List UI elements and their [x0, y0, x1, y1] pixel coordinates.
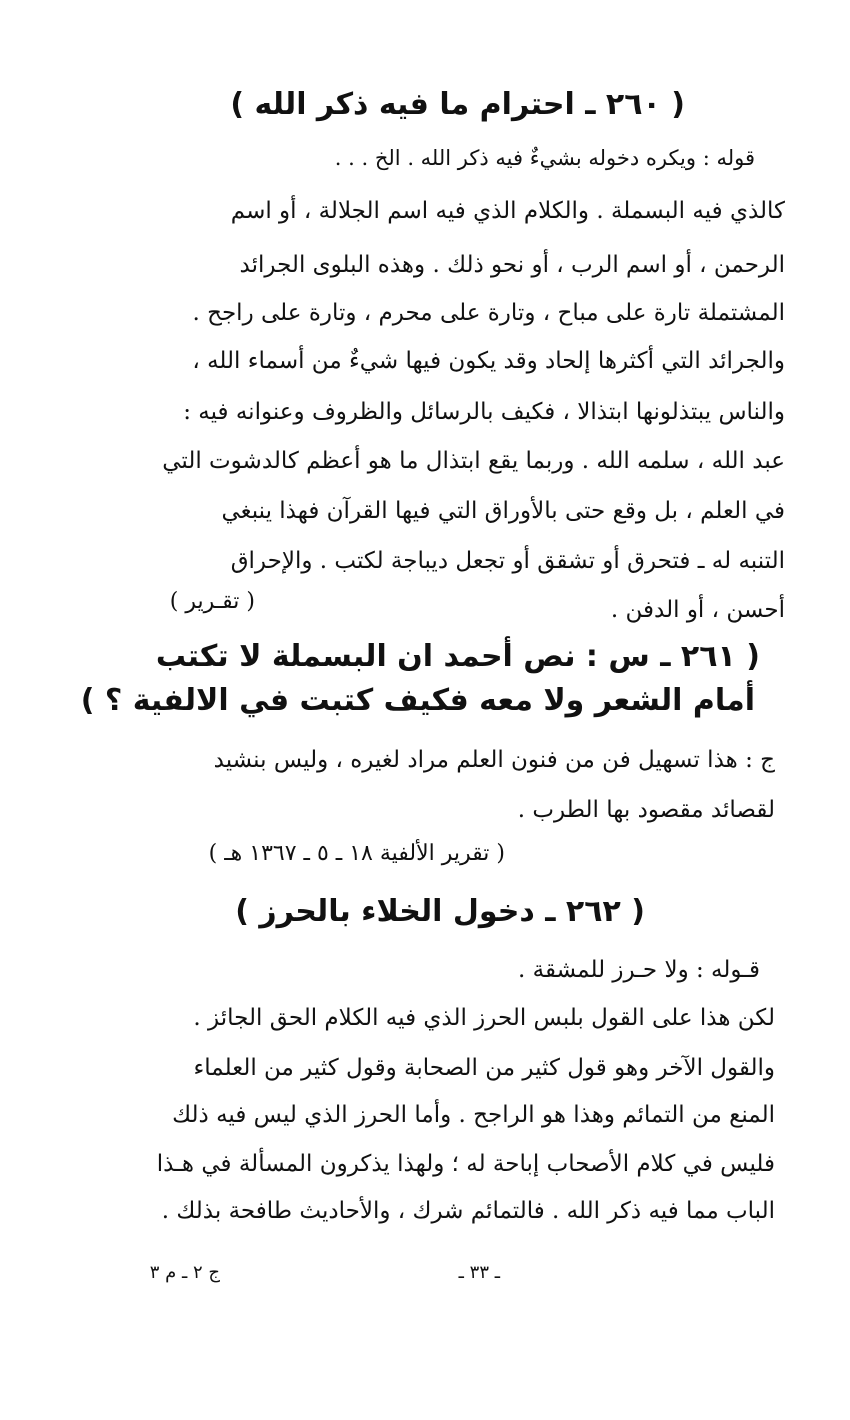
section-261-answer-line-2: لقصائد مقصود بها الطرب . — [517, 797, 775, 823]
section-260-line-1: كالذي فيه البسملة . والكلام الذي فيه اسم الجلالة ، أو اسم — [230, 198, 785, 224]
section-262-line-1: لكن هذا على القول بلبس الحرز الذي فيه الكلام الحق الجائز . — [193, 1005, 775, 1031]
section-260-line-7: في العلم ، بل وقع حتى بالأوراق التي فيها القرآن فهذا ينبغي — [221, 498, 785, 524]
section-heading-260: ( ٢٦٠ ـ احترام ما فيه ذكر الله ) — [230, 87, 685, 122]
section-260-line-3: المشتملة تارة على مباح ، وتارة على محرم ، وتارة على راجح . — [192, 300, 785, 326]
section-262-line-2: والقول الآخر وهو قول كثير من الصحابة وقول كثير من العلماء — [193, 1055, 775, 1081]
section-262-line-3: المنع من التمائم وهذا هو الراجح . وأما الحرز الذي ليس فيه ذلك — [172, 1102, 775, 1128]
section-heading-261-line-2: أمام الشعر ولا معه فكيف كتبت في الالفية ؟ ) — [80, 683, 755, 718]
section-260-line-5: والناس يبتذلونها ابتذالا ، فكيف بالرسائل والظروف وعنوانه فيه : — [183, 399, 785, 425]
page-number: ـ ٣٣ ـ — [458, 1262, 500, 1283]
page-signature: ج ٢ ـ م ٣ — [149, 1262, 220, 1283]
section-260-quote: قوله : ويكره دخوله بشيءٌ فيه ذكر الله . الخ . . . — [334, 146, 755, 170]
section-262-line-4: فليس في كلام الأصحاب إباحة له ؛ ولهذا يذكرون المسألة في هـذا — [156, 1151, 775, 1177]
section-heading-262: ( ٢٦٢ ـ دخول الخلاء بالحرز ) — [235, 894, 645, 929]
section-262-line-5: الباب مما فيه ذكر الله . فالتمائم شرك ، والأحاديث طافحة بذلك . — [161, 1198, 775, 1224]
section-heading-261-line-1: ( ٢٦١ ـ س : نص أحمد ان البسملة لا تكتب — [155, 639, 760, 674]
section-261-answer-line-1: ج : هذا تسهيل فن من فنون العلم مراد لغيره ، وليس بنشيد — [213, 747, 775, 773]
section-260-line-6: عبد الله ، سلمه الله . وربما يقع ابتذال ما هو أعظم كالدشوت التي — [162, 448, 785, 474]
section-260-line-2: الرحمن ، أو اسم الرب ، أو نحو ذلك . وهذه البلوى الجرائد — [239, 252, 785, 278]
section-260-citation: ( تقـرير ) — [169, 589, 255, 614]
section-261-citation: ( تقرير الألفية ١٨ ـ ٥ ـ ١٣٦٧ هـ ) — [208, 841, 505, 866]
section-260-line-9: أحسن ، أو الدفن . — [610, 597, 785, 623]
section-260-line-8: التنبه له ـ فتحرق أو تشقق أو تجعل ديباجة لكتب . والإحراق — [230, 548, 785, 574]
section-260-line-4: والجرائد التي أكثرها إلحاد وقد يكون فيها شيءٌ من أسماء الله ، — [192, 348, 785, 374]
section-262-quote: قـوله : ولا حـرز للمشقة . — [518, 957, 760, 983]
